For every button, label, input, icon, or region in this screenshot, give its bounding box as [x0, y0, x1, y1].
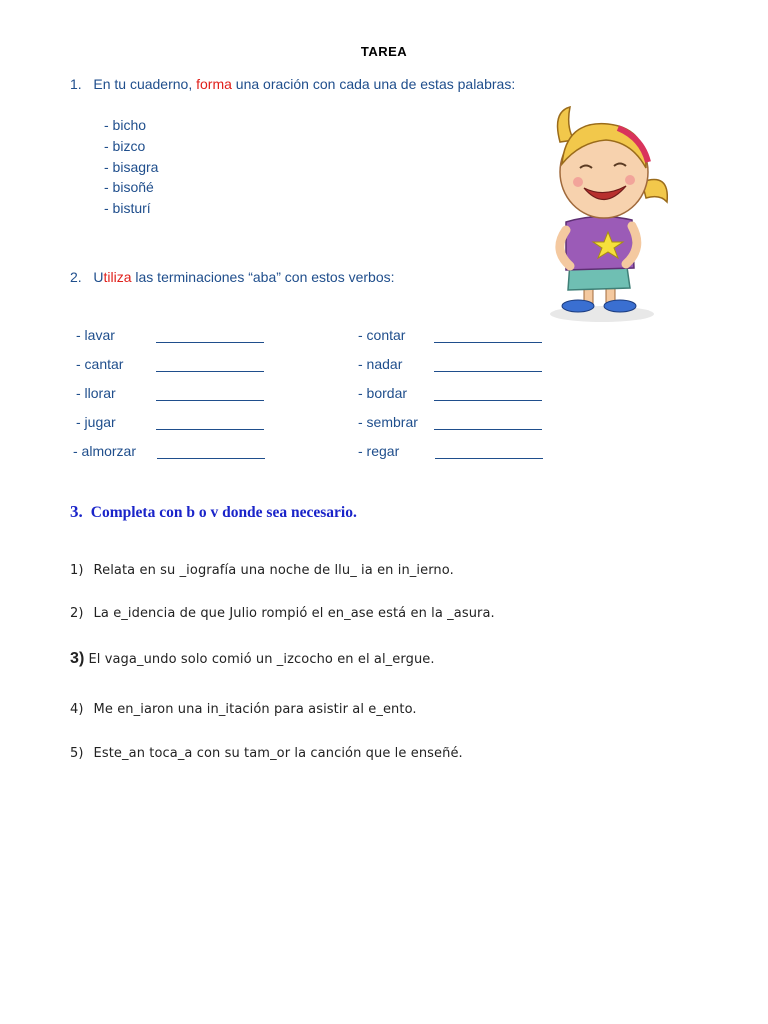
sentence-text: Me en_iaron una in_itación para asistir al e_ento. — [93, 702, 417, 717]
word-item: - bisturí — [104, 200, 151, 216]
exercise-sentence — [70, 606, 495, 621]
exercise-sentence — [70, 702, 417, 717]
verb-right: - contar — [358, 327, 406, 343]
sentence-number: 5) — [70, 746, 84, 761]
exercise-sentence — [70, 650, 435, 668]
sentence-text: La e_idencia de que Julio rompió el en_ase está en la _asura. — [93, 606, 495, 621]
section-1-text-a: En tu cuaderno, — [93, 76, 197, 92]
answer-line[interactable] — [435, 458, 543, 459]
word-item: - bicho — [104, 117, 147, 133]
verb-left: - cantar — [76, 356, 124, 372]
cartoon-girl-icon — [522, 102, 672, 327]
sentence-number: 4) — [70, 702, 84, 717]
exercise-sentence — [70, 563, 454, 578]
section-2-number: 2. — [70, 269, 82, 285]
section-1-number: 1. — [70, 76, 82, 92]
sentence-text: Relata en su _iografía una noche de llu_ ia en in_ierno. — [93, 563, 454, 578]
section-3-heading-text: Completa con b o v donde sea necesario. — [90, 504, 357, 521]
verb-left: - lavar — [76, 327, 115, 343]
section-1-instruction — [70, 76, 515, 92]
answer-line[interactable] — [156, 371, 264, 372]
sentence-number: 3) — [70, 650, 85, 667]
section-1-text-red: forma — [196, 76, 232, 92]
answer-line[interactable] — [156, 342, 264, 343]
page-title: TAREA — [360, 44, 408, 59]
verb-left: - jugar — [76, 414, 116, 430]
word-item: - bizco — [104, 138, 146, 154]
section-3-number: 3. — [70, 502, 83, 521]
answer-line[interactable] — [156, 400, 264, 401]
verb-right: - regar — [358, 443, 400, 459]
answer-line[interactable] — [157, 458, 265, 459]
section-2-text-start: U — [93, 269, 104, 285]
word-item: - bisagra — [104, 159, 159, 175]
answer-line[interactable] — [434, 342, 542, 343]
answer-line[interactable] — [434, 400, 542, 401]
verb-right: - nadar — [358, 356, 403, 372]
exercise-sentence — [70, 746, 463, 761]
verb-left: - almorzar — [73, 443, 137, 459]
sentence-text: Este_an toca_a con su tam_or la canción que le enseñé. — [93, 746, 463, 761]
answer-line[interactable] — [156, 429, 264, 430]
sentence-number: 2) — [70, 606, 84, 621]
sentence-number: 1) — [70, 563, 84, 578]
verb-left: - llorar — [76, 385, 116, 401]
section-3-heading — [70, 502, 357, 522]
verb-right: - bordar — [358, 385, 408, 401]
answer-line[interactable] — [434, 371, 542, 372]
section-1-text-b: una oración con cada una de estas palabras: — [231, 76, 516, 92]
section-2-instruction — [70, 269, 395, 285]
section-2-text-red: tiliza — [103, 269, 132, 285]
answer-line[interactable] — [434, 429, 542, 430]
sentence-text: El vaga_undo solo comió un _izcocho en el al_ergue. — [88, 652, 435, 667]
word-item: - bisoñé — [104, 179, 154, 195]
section-2-text-b: las terminaciones “aba” con estos verbos: — [131, 269, 395, 285]
verb-right: - sembrar — [358, 414, 418, 430]
